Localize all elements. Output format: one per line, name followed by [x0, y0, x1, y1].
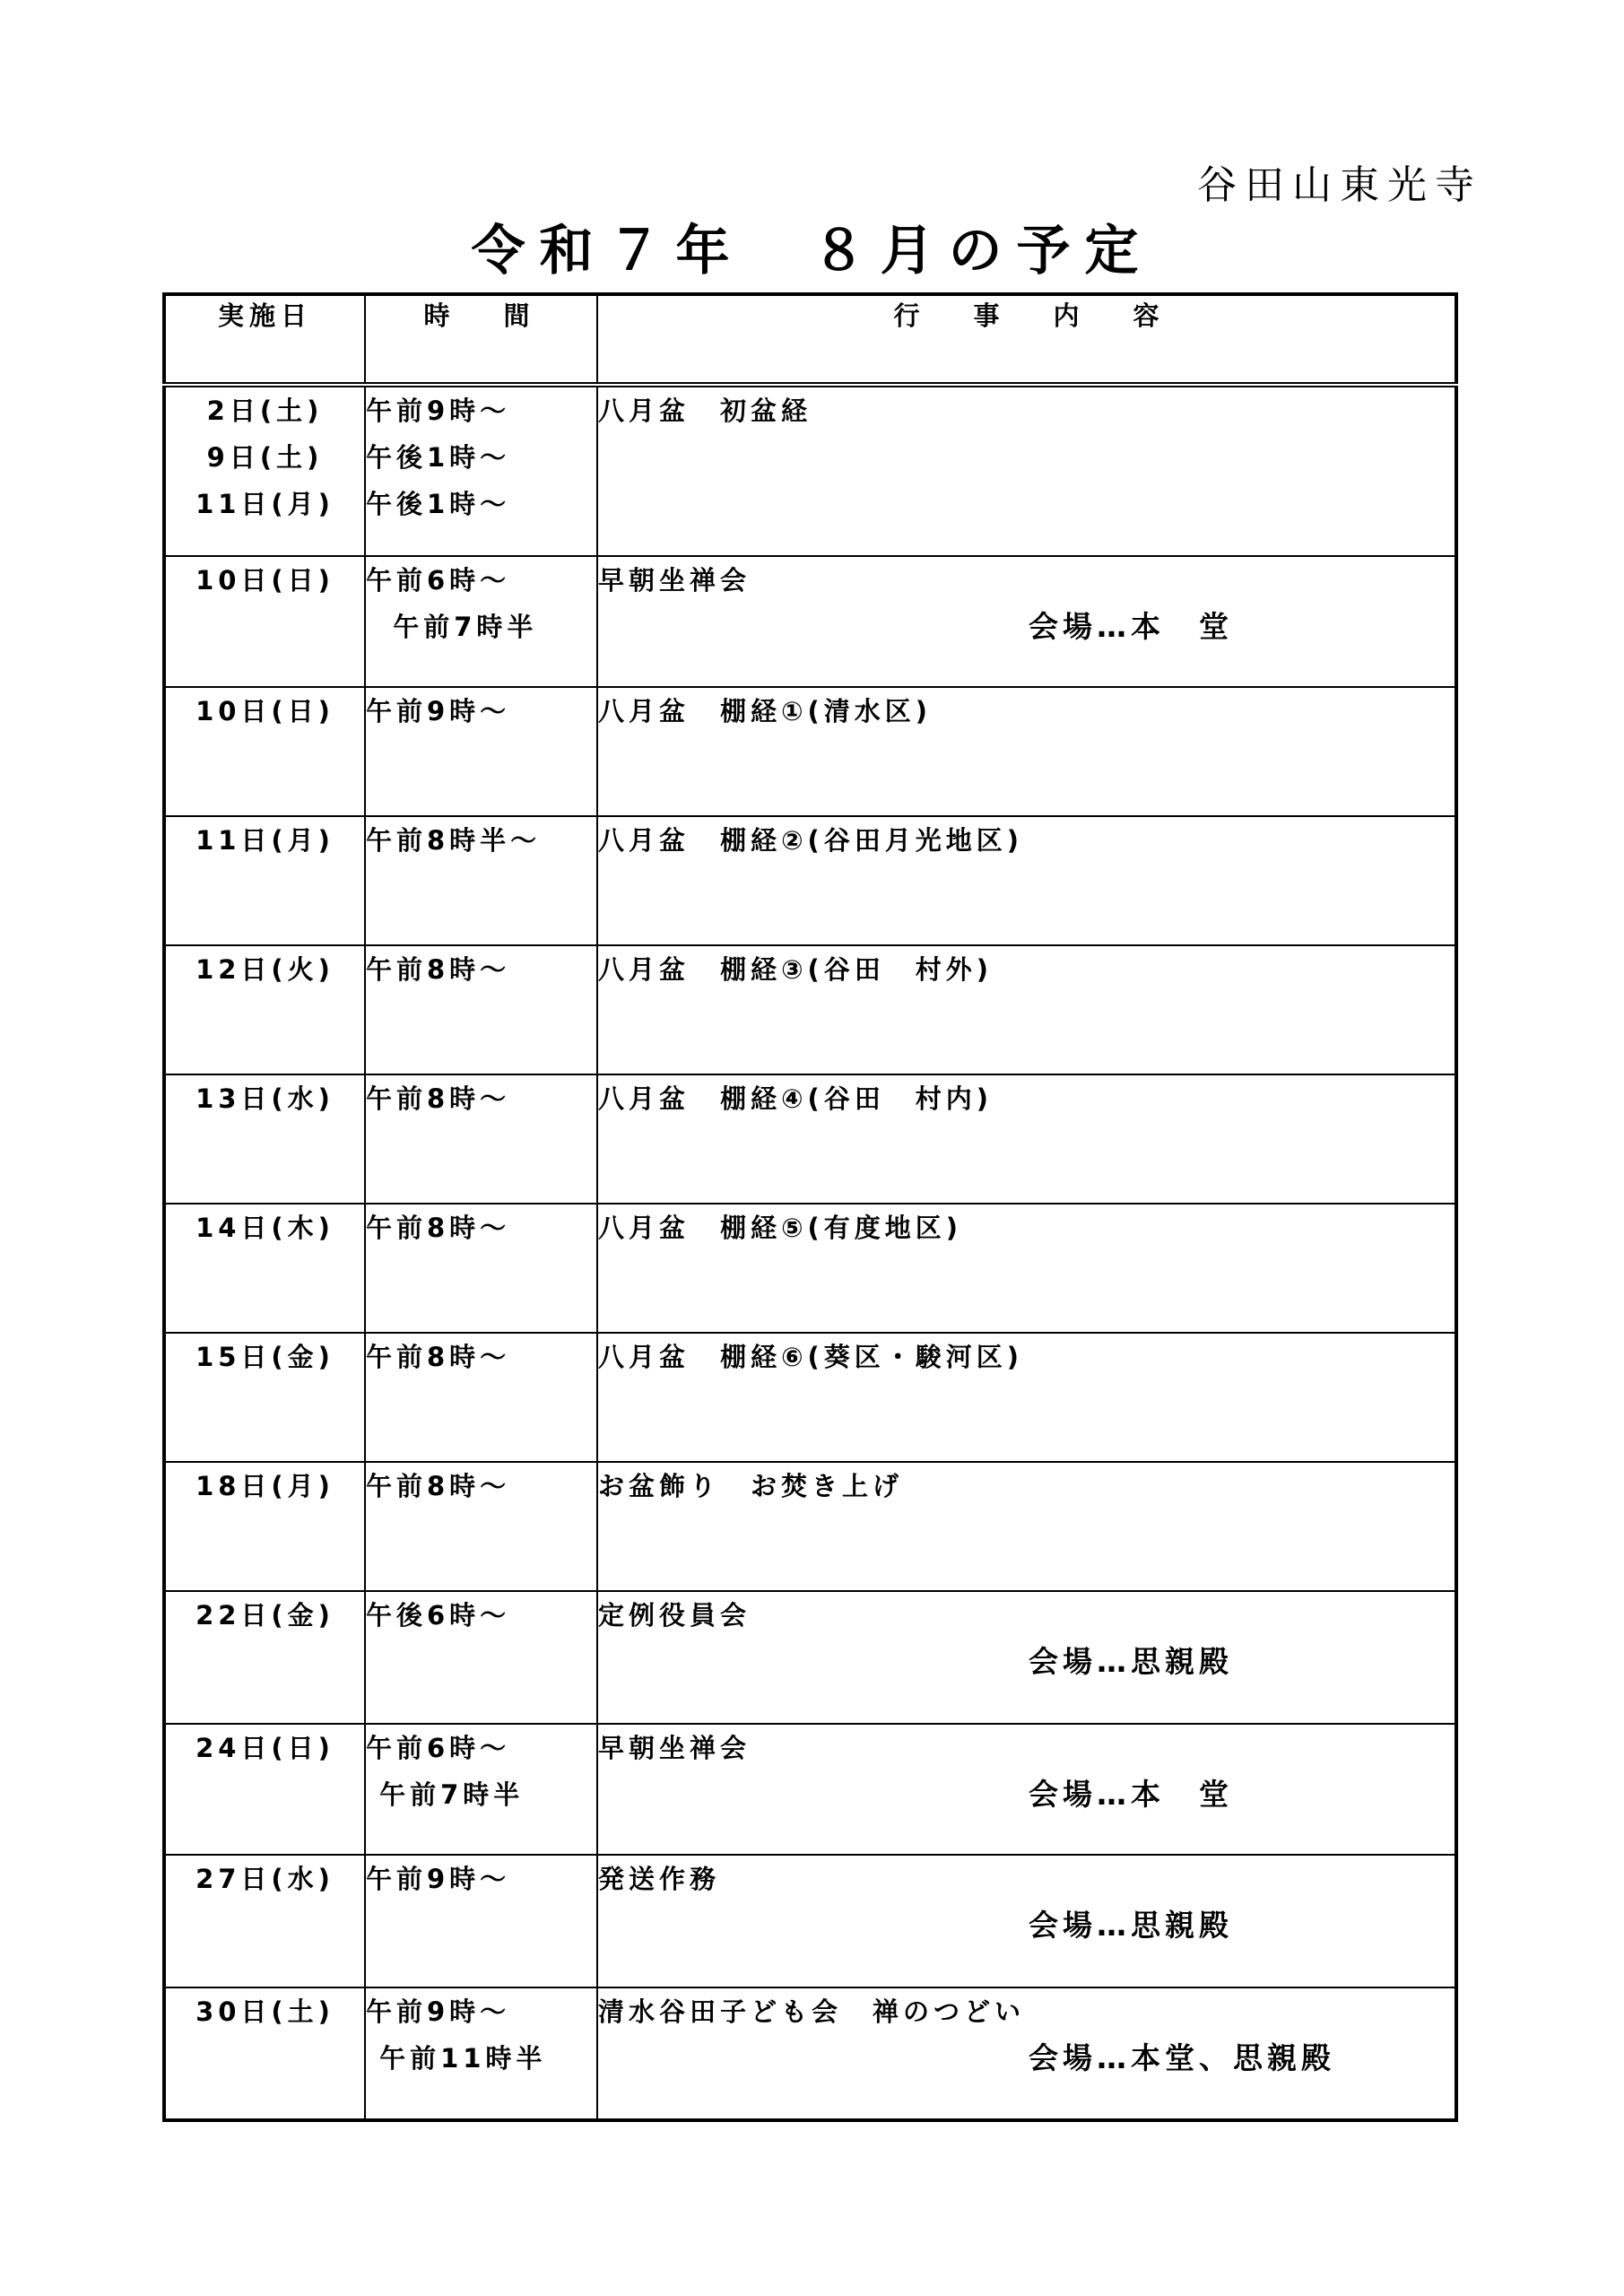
- table-row: [164, 1074, 1456, 1204]
- time-line: 午前9時～: [366, 1996, 511, 2027]
- date-line: 12日(火): [195, 954, 334, 985]
- row-time: [365, 385, 597, 556]
- row-date: [164, 1855, 365, 1987]
- time-line: 午前11時半: [366, 2043, 547, 2074]
- row-time: [365, 687, 597, 816]
- table-row: [164, 1987, 1456, 2120]
- row-date: [164, 385, 365, 556]
- row-time: [365, 1204, 597, 1333]
- row-event: [597, 1204, 1456, 1333]
- row-event: [597, 1333, 1456, 1462]
- row-event: [597, 816, 1456, 945]
- row-time: [365, 945, 597, 1074]
- date-line: 22日(金): [195, 1600, 334, 1631]
- time-line: 午前7時半: [366, 1779, 525, 1810]
- row-time: [365, 556, 597, 687]
- row-date: [164, 1074, 365, 1204]
- time-line: 午前8時～: [366, 1342, 511, 1372]
- event-title: 八月盆 棚経①(清水区): [598, 696, 933, 726]
- row-time: [365, 1724, 597, 1855]
- table-row: [164, 385, 1456, 556]
- row-event: [597, 385, 1456, 556]
- row-date: [164, 1987, 365, 2120]
- date-line: 30日(土): [195, 1996, 334, 2027]
- row-time: [365, 816, 597, 945]
- time-line: 午前8時～: [366, 1213, 511, 1243]
- time-line: 午後1時～: [366, 442, 511, 473]
- row-time: [365, 1074, 597, 1204]
- table-row: [164, 687, 1456, 816]
- row-time: [365, 1462, 597, 1591]
- table-row: [164, 1591, 1456, 1724]
- row-time: [365, 1855, 597, 1987]
- event-title: 早朝坐禅会: [598, 565, 751, 596]
- row-date: [164, 1724, 365, 1855]
- table-row: [164, 1724, 1456, 1855]
- time-line: 午前8時半～: [366, 825, 542, 856]
- time-line: 午前9時～: [366, 1864, 511, 1894]
- date-line: 24日(日): [195, 1733, 334, 1763]
- time-line: 午前6時～: [366, 565, 511, 596]
- table-row: [164, 556, 1456, 687]
- date-line: 11日(月): [195, 489, 334, 519]
- header-row: [164, 294, 1456, 385]
- time-line: 午後1時～: [366, 489, 511, 519]
- row-date: [164, 816, 365, 945]
- row-date: [164, 556, 365, 687]
- date-line: 9日(土): [206, 442, 324, 473]
- temple-name: 谷田山東光寺: [1197, 162, 1482, 208]
- row-date: [164, 945, 365, 1074]
- event-title: 八月盆 棚経④(谷田 村内): [598, 1083, 994, 1114]
- table-row: [164, 1855, 1456, 1987]
- date-line: 14日(木): [195, 1213, 334, 1243]
- row-date: [164, 1462, 365, 1591]
- header-date: 実施日: [164, 294, 365, 385]
- event-title: 発送作務: [598, 1864, 721, 1894]
- time-line: 午前7時半: [366, 612, 538, 642]
- row-time: [365, 1987, 597, 2120]
- time-line: 午後6時～: [366, 1600, 511, 1631]
- row-event: [597, 1591, 1456, 1724]
- date-line: 11日(月): [195, 825, 334, 856]
- time-line: 午前8時～: [366, 954, 511, 985]
- event-venue: 会場…本堂、思親殿: [1029, 2040, 1335, 2075]
- row-event: [597, 945, 1456, 1074]
- date-line: 10日(日): [195, 696, 334, 726]
- header-event: 行事内容: [597, 294, 1456, 385]
- table-row: [164, 816, 1456, 945]
- row-time: [365, 1591, 597, 1724]
- event-title: 八月盆 棚経②(谷田月光地区): [598, 825, 1024, 856]
- event-title: 八月盆 棚経⑤(有度地区): [598, 1213, 963, 1243]
- schedule-table: [162, 292, 1458, 2122]
- row-event: [597, 1074, 1456, 1204]
- event-title: 定例役員会: [598, 1600, 751, 1631]
- row-date: [164, 1333, 365, 1462]
- row-date: [164, 687, 365, 816]
- header-time: 時間: [365, 294, 597, 385]
- date-line: 2日(土): [206, 396, 324, 426]
- event-venue: 会場…思親殿: [1029, 1644, 1233, 1679]
- row-event: [597, 556, 1456, 687]
- event-title: 八月盆 初盆経: [598, 396, 812, 426]
- table-row: [164, 1333, 1456, 1462]
- time-line: 午前9時～: [366, 396, 511, 426]
- row-event: [597, 687, 1456, 816]
- page-title: 令和７年 ８月の予定: [471, 220, 1153, 283]
- event-venue: 会場…思親殿: [1029, 1908, 1233, 1943]
- date-line: 10日(日): [195, 565, 334, 596]
- table-row: [164, 1204, 1456, 1333]
- event-venue: 会場…本 堂: [1029, 609, 1233, 644]
- row-event: [597, 1462, 1456, 1591]
- date-line: 15日(金): [195, 1342, 334, 1372]
- time-line: 午前9時～: [366, 696, 511, 726]
- row-date: [164, 1204, 365, 1333]
- time-line: 午前8時～: [366, 1471, 511, 1501]
- row-time: [365, 1333, 597, 1462]
- table-row: [164, 1462, 1456, 1591]
- table-row: [164, 945, 1456, 1074]
- event-title: 早朝坐禅会: [598, 1733, 751, 1763]
- event-title: 八月盆 棚経⑥(葵区・駿河区): [598, 1342, 1024, 1372]
- event-title: 八月盆 棚経③(谷田 村外): [598, 954, 994, 985]
- date-line: 18日(月): [195, 1471, 334, 1501]
- row-date: [164, 1591, 365, 1724]
- date-line: 13日(水): [195, 1083, 334, 1114]
- date-line: 27日(水): [195, 1864, 334, 1894]
- time-line: 午前8時～: [366, 1083, 511, 1114]
- row-event: [597, 1987, 1456, 2120]
- row-event: [597, 1855, 1456, 1987]
- event-title: お盆飾り お焚き上げ: [598, 1471, 904, 1501]
- event-venue: 会場…本 堂: [1029, 1777, 1233, 1812]
- event-title: 清水谷田子ども会 禅のつどい: [598, 1996, 1026, 2027]
- time-line: 午前6時～: [366, 1733, 511, 1763]
- row-event: [597, 1724, 1456, 1855]
